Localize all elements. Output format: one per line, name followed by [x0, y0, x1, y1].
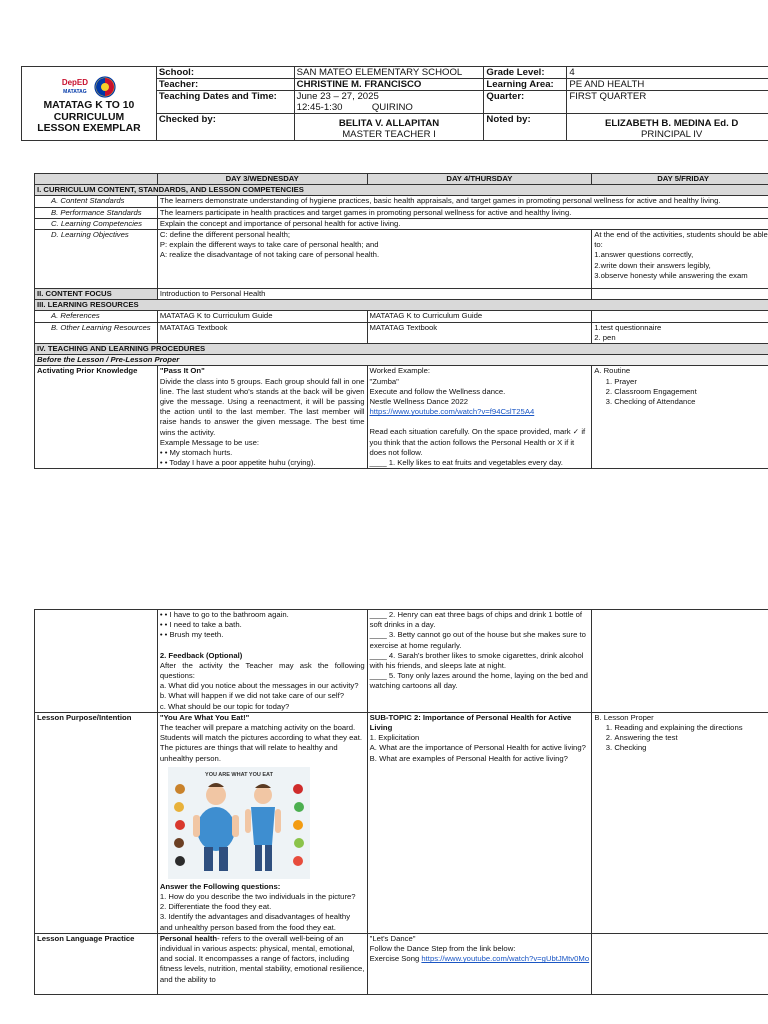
seal-logo: [94, 76, 116, 98]
language-label: Lesson Language Practice: [35, 933, 158, 994]
references-label: A. References: [35, 311, 158, 322]
purpose-day4: SUB-TOPIC 2: Importance of Personal Health for Active Living 1. Explicitation A. What are the importance of Personal Health for active living? B. What are examples of Personal Health for active living?: [367, 712, 592, 933]
activating-day5: A. Routine 1. Prayer 2. Classroom Engagement 3. Checking of Attendance: [592, 366, 768, 469]
section-1-heading: I. CURRICULUM CONTENT, STANDARDS, AND LESSON COMPETENCIES: [35, 185, 768, 196]
language-day4: "Let's Dance" Follow the Dance Step from the link below: Exercise Song https://www.youtube.com/watch?v=gUbtJMtv0Mo: [367, 933, 592, 994]
wellness-dance-link[interactable]: https://www.youtube.com/watch?v=f94CslT25A4: [369, 407, 535, 417]
school-label: School:: [156, 67, 294, 79]
learning-area-value: PE AND HEALTH: [567, 79, 768, 91]
grade-value: 4: [567, 67, 768, 79]
day-5-header: DAY 5/FRIDAY: [592, 174, 768, 185]
checked-label: Checked by:: [156, 114, 294, 141]
competencies-text: Explain the concept and importance of personal health for active living.: [157, 218, 768, 229]
objectives-day5: At the end of the activities, students should be able to: 1.answer questions correctly, 2.write down their answers legibly, 3.observe honesty while answering the exam: [592, 230, 768, 289]
purpose-label: Lesson Purpose/Intention: [35, 712, 158, 933]
content-standards-label: A. Content Standards: [35, 196, 158, 207]
activating-label: Activating Prior Knowledge: [35, 366, 158, 469]
exemplar-title: MATATAG K TO 10 CURRICULUM LESSON EXEMPLAR: [37, 100, 141, 135]
exercise-song-link[interactable]: https://www.youtube.com/watch?v=gUbtJMtv0Mo: [421, 954, 590, 964]
school-value: SAN MATEO ELEMENTARY SCHOOL: [294, 67, 484, 79]
teacher-label: Teacher:: [156, 79, 294, 91]
competencies-label: C. Learning Competencies: [35, 218, 158, 229]
continued-day3: • • I have to go to the bathroom again. • • I need to take a bath. • • Brush my teeth. 2. Feedback (Optional) After the activity the Teacher may ask the following questions: a. What did you notice about the messages in our activity? b. What will happen if we did not take care of our self? c. What should be our topic for today?: [157, 610, 367, 713]
dates-label: Teaching Dates and Time:: [156, 91, 294, 114]
objectives-label: D. Learning Objectives: [35, 230, 158, 289]
teacher-value: CHRISTINE M. FRANCISCO: [294, 79, 484, 91]
language-day3: Personal health- refers to the overall well-being of an individual in various aspects: physical, mental, emotional, and social. It encompasses a range of factors, including fitness levels, nutrition, mental stability, emotional resilience, and the ability to: [157, 933, 367, 994]
other-resources-day4: MATATAG Textbook: [367, 322, 592, 343]
performance-standards-label: B. Performance Standards: [35, 207, 158, 218]
activating-day4: Worked Example: "Zumba" Execute and follow the Wellness dance. Nestle Wellness Dance 2022 https://www.youtube.com/watch?v=f94CslT25A4 Read each situation carefully. On the space provided, mark ✓ if you think that the action follows the Personal Health or X if it does not follow. ____ 1. Kelly likes to eat fruits and vegetables every day.: [367, 366, 592, 469]
purpose-day5: B. Lesson Proper 1. Reading and explaining the directions 2. Answering the test 3. Checking: [592, 712, 768, 933]
header-table: [21, 66, 768, 141]
noted-value: ELIZABETH B. MEDINA Ed. D PRINCIPAL IV: [567, 114, 768, 141]
noted-label: Noted by:: [484, 114, 567, 141]
deped-logo: DepED MATATAG: [61, 77, 89, 95]
pre-lesson-heading: Before the Lesson / Pre-Lesson Proper: [35, 355, 768, 366]
section-3-heading: III. LEARNING RESOURCES: [35, 300, 768, 311]
you-are-what-you-eat-image: [168, 767, 310, 879]
objectives-text: C: define the different personal health; P: explain the different ways to take care of personal health; and A: realize the disadvantage of not taking care of personal health.: [157, 230, 591, 289]
references-day3: MATATAG K to Curriculum Guide: [157, 311, 367, 322]
day-header-row: [35, 174, 768, 185]
section-2-heading: II. CONTENT FOCUS: [35, 289, 158, 300]
continued-day4: ____ 2. Henry can eat three bags of chips and drink 1 bottle of soft drinks in a day. ____ 3. Betty cannot go out of the house but she makes sure to exercise at home regularly. ____ 4. Sarah's brother likes to smoke cigarettes, drink alcohol with his friends, and sleeps late at night. ____ 5. Tony only lazes around the home, laying on the bed and watching cartoons all day.: [367, 610, 592, 713]
content-focus-text: Introduction to Personal Health: [157, 289, 591, 300]
day-4-header: DAY 4/THURSDAY: [367, 174, 592, 185]
day-3-header: DAY 3/WEDNESDAY: [157, 174, 367, 185]
dates-value: June 23 – 27, 2025 12:45-1:30 QUIRINO: [294, 91, 484, 114]
svg-text:YOU ARE WHAT YOU EAT: YOU ARE WHAT YOU EAT: [204, 771, 273, 778]
section-4-heading: IV. TEACHING AND LEARNING PROCEDURES: [35, 344, 768, 355]
purpose-day3: "You Are What You Eat!" The teacher will prepare a matching activity on the board. Students will match the pictures according to what they eat. The pictures are things that will relate to healthy and unhealthy person. YOU ARE WHAT YOU EAT Answer the Following questions: 1. How do you describe the two individuals in the picture? 2. Differentiate the food they eat. 3. Identify the advantages and disadvantages of healthy and unhealthy person based from the food they eat.: [157, 712, 367, 933]
lesson-table-page-2: [34, 609, 768, 995]
learning-area-label: Learning Area:: [484, 79, 567, 91]
other-resources-label: B. Other Learning Resources: [35, 322, 158, 343]
references-day4: MATATAG K to Curriculum Guide: [367, 311, 592, 322]
healthy-unhealthy-illustration: [168, 767, 310, 879]
logo-title-cell: [22, 67, 157, 141]
checked-value: BELITA V. ALLAPITAN MASTER TEACHER I: [294, 114, 484, 141]
quarter-label: Quarter:: [484, 91, 567, 114]
grade-label: Grade Level:: [484, 67, 567, 79]
content-standards-text: The learners demonstrate understanding of hygiene practices, basic health appraisals, and target games in promoting personal wellness for active and healthy living.: [157, 196, 768, 207]
activating-day3: "Pass It On" Divide the class into 5 groups. Each group should fall in one line. The last student who's stands at the back will be given give the message. Using a reenactment, it will be passing the action until to the last member. The last member will raise hands to answer the given message. The best time wins the activity. Example Message to be use: • • My stomach hurts. • • Today I have a poor appetite huhu (crying).: [157, 366, 367, 469]
performance-standards-text: The learners participate in health practices and target games in promoting personal wellness for active and healthy living.: [157, 207, 768, 218]
quarter-value: FIRST QUARTER: [567, 91, 768, 114]
other-resources-day3: MATATAG Textbook: [157, 322, 367, 343]
other-resources-day5: 1.test questionnaire 2. pen: [592, 322, 768, 343]
lesson-table-page-1: [34, 173, 768, 469]
